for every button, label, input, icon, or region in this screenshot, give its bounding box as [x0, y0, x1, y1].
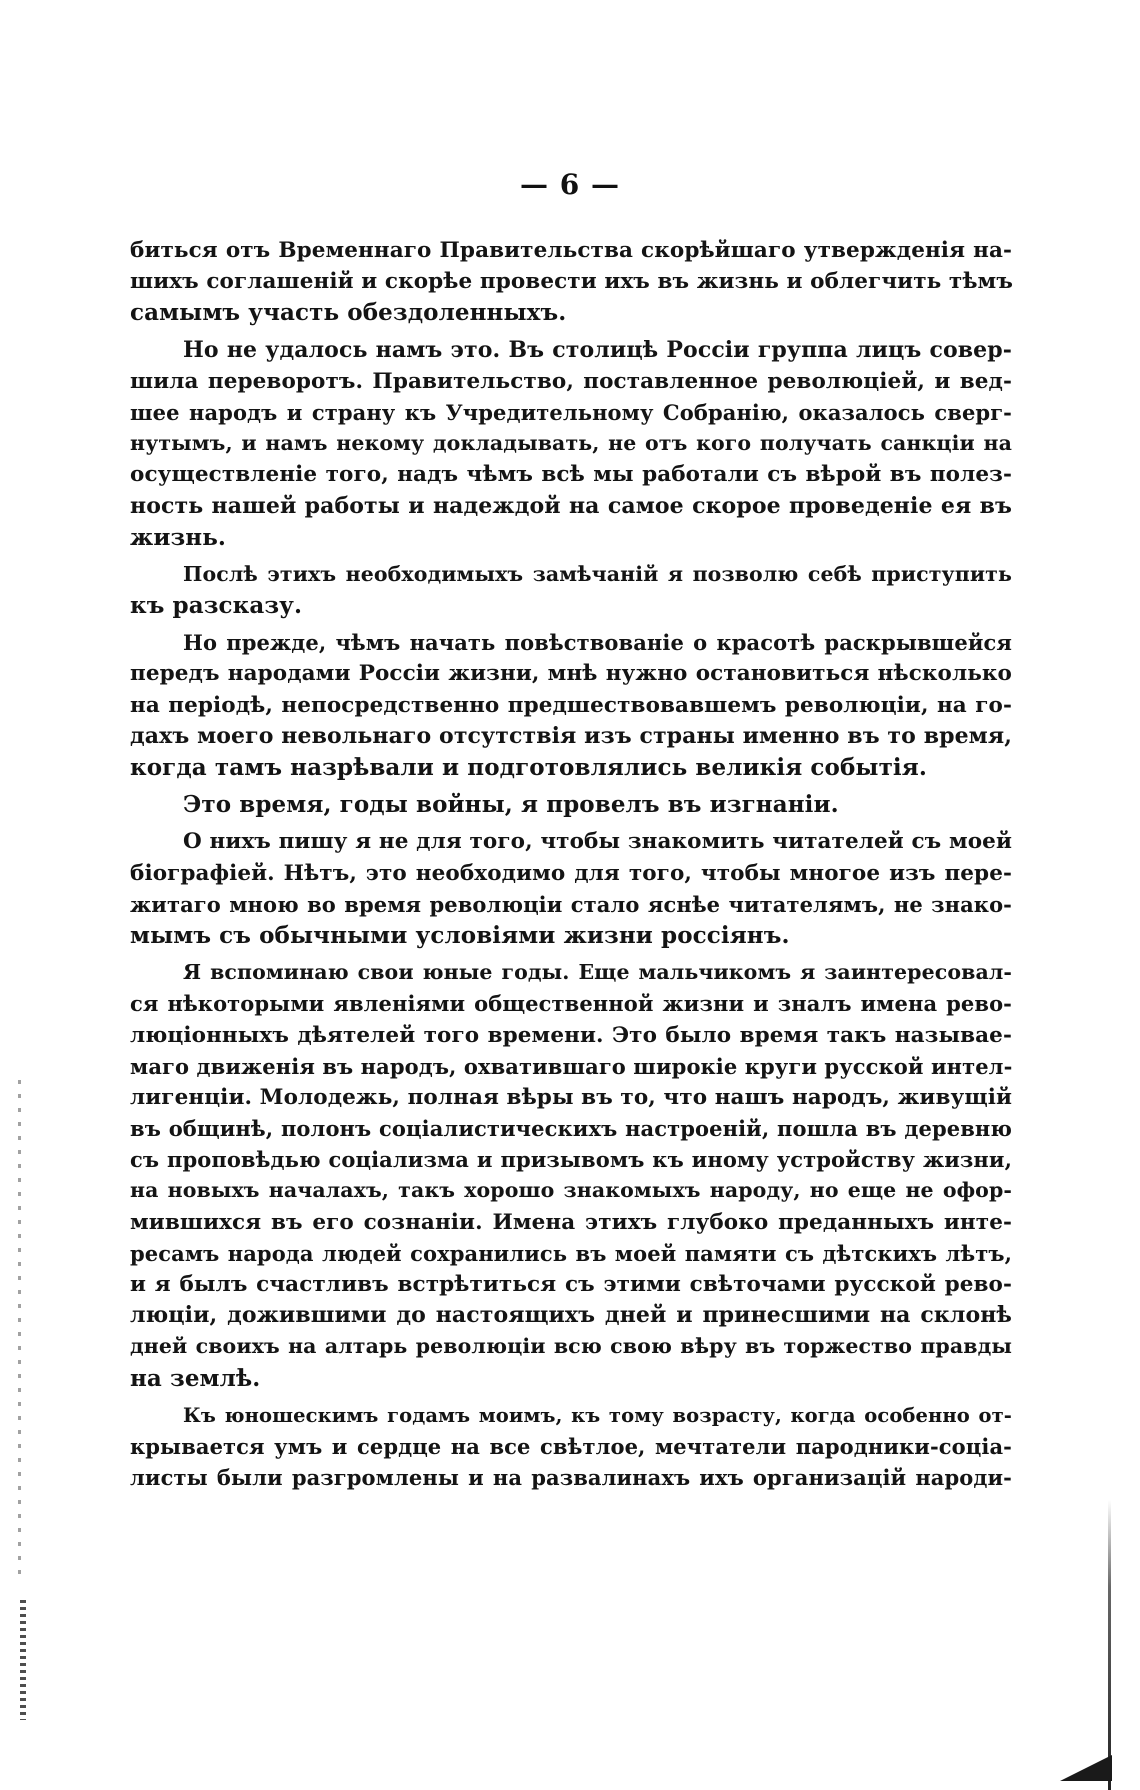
text-line: крывается умъ и сердце на все свѣтлое, мечтатели пародники-соціа- — [130, 1433, 1012, 1459]
text-line: на новыхъ началахъ, такъ хорошо знакомыхъ народу, но еще не офор- — [130, 1178, 1012, 1203]
scan-left-edge — [18, 1080, 21, 1580]
text-line: житаго мною во время революціи стало яснѣе читателямъ, не знако- — [130, 891, 1012, 917]
text-line: О нихъ пишу я не для того, чтобы знакомить читателей съ моей — [183, 829, 1012, 855]
text-line: Я вспоминаю свои юные годы. Еще мальчикомъ я заинтересовал- — [183, 960, 1012, 985]
text-line: ресамъ народа людей сохранились въ моей памяти съ дѣтскихъ лѣтъ, — [130, 1240, 1012, 1266]
text-line: мившихся въ его сознаніи. Имена этихъ глубоко преданныхъ инте- — [130, 1209, 1012, 1235]
scan-page-corner — [1060, 1755, 1112, 1781]
text-line: мымъ съ обычными условіями жизни россіянъ. — [130, 921, 790, 949]
text-line: шила переворотъ. Правительство, поставленное революціей, и вед- — [130, 368, 1012, 394]
text-line: дахъ моего невольнаго отсутствія изъ страны именно въ то время, — [130, 722, 1012, 749]
text-line: біографіей. Нѣтъ, это необходимо для того, чтобы многое изъ пере- — [130, 860, 1012, 886]
text-line: съ проповѣдью соціализма и призывомъ къ иному устройству жизни, — [130, 1147, 1012, 1173]
text-line: дней своихъ на алтарь революціи всю свою вѣру въ торжество правды — [130, 1334, 1012, 1359]
page-number: — 6 — — [520, 168, 620, 201]
text-line: Но не удалось намъ это. Въ столицѣ Россіи группа лицъ совер- — [183, 336, 1012, 363]
text-line: когда тамъ назрѣвали и подготовлялись великія событія. — [130, 754, 927, 781]
text-line: на періодѣ, непосредственно предшествовавшемъ революціи, на го- — [130, 692, 1012, 718]
text-line: лигенціи. Молодежь, полная вѣры въ то, что нашъ народъ, живущій — [130, 1084, 1013, 1110]
body-text — [130, 235, 1012, 1493]
text-line: люціи, дожившими до настоящихъ дней и принесшими на склонѣ — [130, 1302, 1012, 1329]
text-line: листы были разгромлены и на развалинахъ ихъ организацій народи- — [130, 1465, 1012, 1491]
text-line: самымъ участь обездоленныхъ. — [130, 299, 567, 327]
text-line: къ разсказу. — [130, 592, 303, 620]
text-line: люціонныхъ дѣятелей того времени. Это было время такъ называе- — [130, 1022, 1012, 1048]
text-line: на землѣ. — [130, 1364, 261, 1392]
text-line: Послѣ этихъ необходимыхъ замѣчаній я позволю себѣ приступить — [183, 561, 1012, 586]
text-line: передъ народами Россіи жизни, мнѣ нужно остановиться нѣсколько — [130, 661, 1012, 687]
scan-binding-mark — [20, 1600, 26, 1720]
text-line: биться отъ Временнаго Правительства скорѣйшаго утвержденія на- — [130, 238, 1012, 263]
text-line: осуществленіе того, надъ чѣмъ всѣ мы работали съ вѣрой въ полез- — [130, 462, 1012, 488]
text-line: и я былъ счастливъ встрѣтиться съ этими свѣточами русской рево- — [130, 1272, 1012, 1297]
text-line: жизнь. — [130, 523, 227, 551]
text-line: шее народъ и страну къ Учредительному Собранію, оказалось сверг- — [130, 399, 1012, 425]
text-line: маго движенія въ народъ, охватившаго широкіе круги русской интел- — [130, 1053, 1013, 1079]
text-line: въ общинѣ, полонъ соціалистическихъ настроеній, пошла въ деревню — [130, 1116, 1012, 1142]
text-line: ность нашей работы и надеждой на самое скорое проведеніе ея въ — [130, 492, 1012, 519]
text-line: Къ юношескимъ годамъ моимъ, къ тому возрасту, когда особенно от- — [183, 1403, 1012, 1427]
text-line: нутымъ, и намъ некому докладывать, не отъ кого получать санкціи на — [130, 431, 1012, 456]
text-line: шихъ соглашеній и скорѣе провести ихъ въ жизнь и облегчить тѣмъ — [130, 269, 1013, 295]
text-line: Но прежде, чѣмъ начать повѣствованіе о красотѣ раскрывшейся — [183, 630, 1012, 656]
scan-right-edge — [1108, 1500, 1111, 1790]
text-line: Это время, годы войны, я провелъ въ изгнаніи. — [183, 791, 839, 819]
text-line: ся нѣкоторыми явленіями общественной жизни и зналъ имена рево- — [130, 991, 1012, 1017]
